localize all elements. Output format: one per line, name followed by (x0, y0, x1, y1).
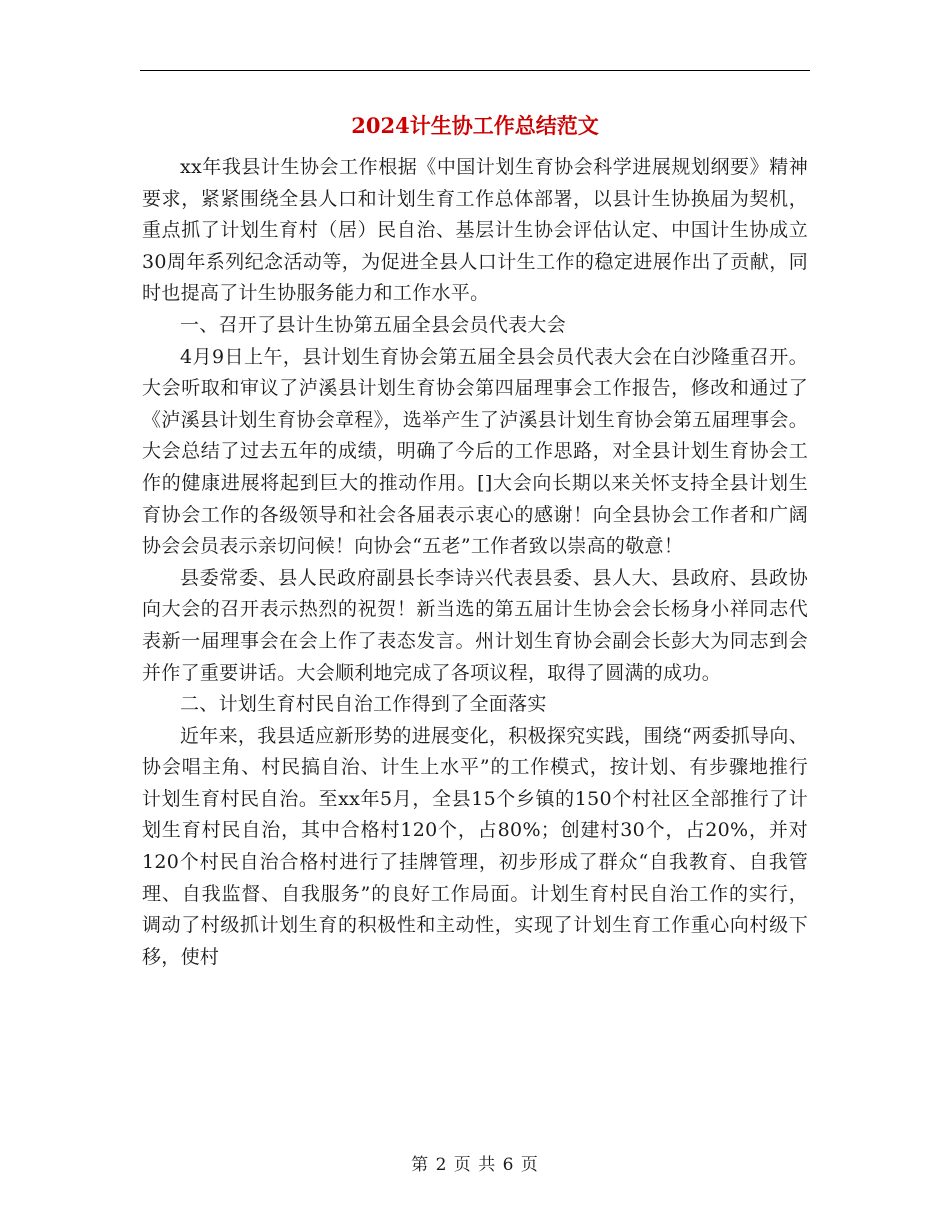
document-title: 2024计生协工作总结范文 (351, 113, 599, 138)
paragraph-congress: 4月9日上午，县计划生育协会第五届全县会员代表大会在白沙隆重召开。大会听取和审议了泸溪县计划生育协会第四届理事会工作报告，修改和通过了《泸溪县计划生育协会章程》，选举产生了泸溪县计划生育协会第五届理事会。大会总结了过去五年的成绩，明确了今后的工作思路，对全县计划生育协会工作的健康进展将起到巨大的推动作用。[]大会向长期以来关怀支持全县计划生育协会工作的各级领导和社会各届表示衷心的感谢！向全县协会工作者和广阔协会会员表示亲切问候！向协会“五老”工作者致以崇高的敬意！ (142, 345, 809, 558)
page-number-footer: 第 2 页 共 6 页 (411, 1155, 539, 1175)
paragraph-intro: xx年我县计生协会工作根据《中国计划生育协会科学进展规划纲要》精神要求，紧紧围绕全县人口和计划生育工作总体部署，以县计生协换届为契机，重点抓了计划生育村（居）民自治、基层计生协会评估认定、中国计生协成立30周年系列纪念活动等，为促进全县人口计生工作的稳定进展作出了贡献，同时也提高了计生协服务能力和工作水平。 (142, 156, 808, 305)
header-rule (140, 70, 810, 71)
section-heading-2: 二、计划生育村民自治工作得到了全面落实 (180, 693, 547, 716)
paragraph-village-autonomy: 近年来，我县适应新形势的进展变化，积极探究实践，围绕“两委抓导向、协会唱主角、村民搞自治、计生上水平”的工作模式，按计划、有步骤地推行计划生育村民自治。至xx年5月，全县15个乡镇的150个村社区全部推行了计划生育村民自治，其中合格村120个，占80%；创建村30个，占20%，并对120个村民自治合格村进行了挂牌管理，初步形成了群众“自我教育、自我管理、自我监督、自我服务”的良好工作局面。计划生育村民自治工作的实行，调动了村级抓计划生育的积极性和主动性，实现了计划生育工作重心向村级下移，使村 (142, 724, 808, 968)
document-body (142, 152, 808, 973)
paragraph-speeches: 县委常委、县人民政府副县长李诗兴代表县委、县人大、县政府、县政协向大会的召开表示热烈的祝贺！新当选的第五届计生协会会长杨身小祥同志代表新一届理事会在会上作了表态发言。州计划生育协会副会长彭大为同志到会并作了重要讲话。大会顺利地完成了各项议程，取得了圆满的成功。 (142, 566, 808, 684)
section-heading-1: 一、召开了县计生协第五届全县会员代表大会 (180, 313, 567, 336)
